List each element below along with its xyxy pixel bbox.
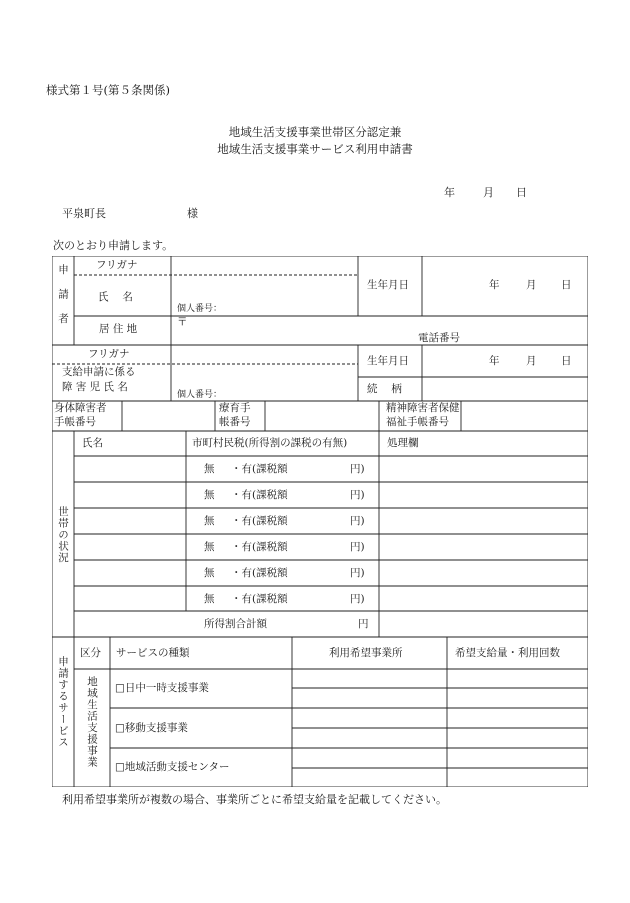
applicant-birth-label: 生年月日 (367, 279, 409, 291)
tax-row-yen: 円) (350, 515, 365, 527)
child-name-label-line2: 障 害 児 氏 名 (62, 381, 128, 393)
tax-row-none: 無 (204, 567, 215, 579)
applicant-address-label: 居 住 地 (99, 323, 138, 335)
physical-handbook-label-line1: 身体障害者 (54, 402, 107, 414)
child-individual-number-label: 個人番号： (177, 390, 223, 400)
service-category-value: 地域生活支援事業 (86, 676, 98, 768)
applicant-birth-year: 年 (489, 279, 500, 291)
tax-row-none: 無 (204, 463, 215, 475)
footnote: 利用希望事業所が複数の場合、事業所ごとに希望支給量を記載してください。 (62, 793, 447, 806)
tax-row-none: 無 (204, 541, 215, 553)
service-item-mobility-support[interactable]: □移動支援事業 (115, 722, 188, 734)
tax-row-label: ・有(課税額 (231, 541, 288, 553)
household-name-header: 氏名 (82, 437, 103, 449)
tax-row-label: ・有(課税額 (231, 463, 288, 475)
applicant-section-label: 申請者 (57, 264, 69, 338)
applicant-individual-number-label: 個人番号： (177, 304, 223, 314)
applicant-furigana-label: フリガナ (96, 259, 138, 271)
child-name-label-line1: 支給申請に係る (62, 366, 136, 378)
form-title-line1: 地域生活支援事業世帯区分認定兼 (228, 125, 402, 139)
tax-row-label: ・有(課税額 (231, 515, 288, 527)
tax-total-label: 所得割合計額 (204, 618, 267, 630)
postal-mark: 〒 (177, 316, 188, 328)
date-day-label: 日 (516, 186, 527, 199)
rehab-handbook-label-line1: 療育手 (219, 402, 251, 414)
tax-row-label: ・有(課税額 (231, 593, 288, 605)
physical-handbook-label-line2: 手帳番号 (54, 416, 96, 428)
date-month-label: 月 (483, 186, 494, 199)
applicant-birth-month: 月 (526, 279, 537, 291)
application-form-table (52, 256, 588, 787)
date-year-label: 年 (444, 186, 455, 199)
household-process-header: 処理欄 (387, 437, 419, 449)
child-birth-year: 年 (489, 355, 500, 367)
form-number: 様式第１号(第５条関係) (46, 83, 170, 97)
tax-row-yen: 円) (350, 593, 365, 605)
mental-handbook-label-line2: 福祉手帳番号 (386, 416, 449, 428)
honorific: 様 (187, 207, 198, 220)
services-section-label: 申請するサービス (57, 656, 69, 748)
phone-label: 電話番号 (418, 332, 460, 344)
addressee: 平泉町長 (62, 207, 106, 220)
household-tax-header: 市町村民税(所得割の課税の有無) (192, 437, 348, 449)
tax-row-none: 無 (204, 489, 215, 501)
child-furigana-label: フリガナ (88, 348, 130, 360)
tax-row-yen: 円) (350, 489, 365, 501)
service-item-activity-center[interactable]: □地域活動支援センター (115, 761, 230, 773)
child-birth-month: 月 (526, 355, 537, 367)
service-provider-header: 利用希望事業所 (329, 647, 403, 659)
tax-row-yen: 円) (350, 541, 365, 553)
tax-row-yen: 円) (350, 567, 365, 579)
household-section-label: 世帯の状況 (57, 506, 69, 564)
tax-row-none: 無 (204, 515, 215, 527)
tax-row-none: 無 (204, 593, 215, 605)
service-type-header: サービスの種類 (116, 647, 190, 659)
mental-handbook-label-line1: 精神障害者保健 (386, 402, 460, 414)
child-birth-label: 生年月日 (367, 355, 409, 367)
service-amount-header: 希望支給量・利用回数 (455, 647, 560, 659)
child-birth-day: 日 (561, 355, 572, 367)
tax-row-label: ・有(課税額 (231, 567, 288, 579)
service-category-header: 区分 (80, 647, 101, 659)
service-item-day-support[interactable]: □日中一時支援事業 (115, 682, 209, 694)
intro-text: 次のとおり申請します。 (53, 239, 174, 252)
rehab-handbook-label-line2: 帳番号 (219, 416, 251, 428)
form-title-line2: 地域生活支援事業サービス利用申請書 (217, 142, 413, 156)
tax-row-label: ・有(課税額 (231, 489, 288, 501)
applicant-birth-day: 日 (561, 279, 572, 291)
applicant-name-label: 氏 名 (98, 291, 133, 303)
tax-row-yen: 円) (350, 463, 365, 475)
tax-total-yen: 円 (358, 618, 369, 630)
relation-label: 続 柄 (367, 383, 402, 395)
